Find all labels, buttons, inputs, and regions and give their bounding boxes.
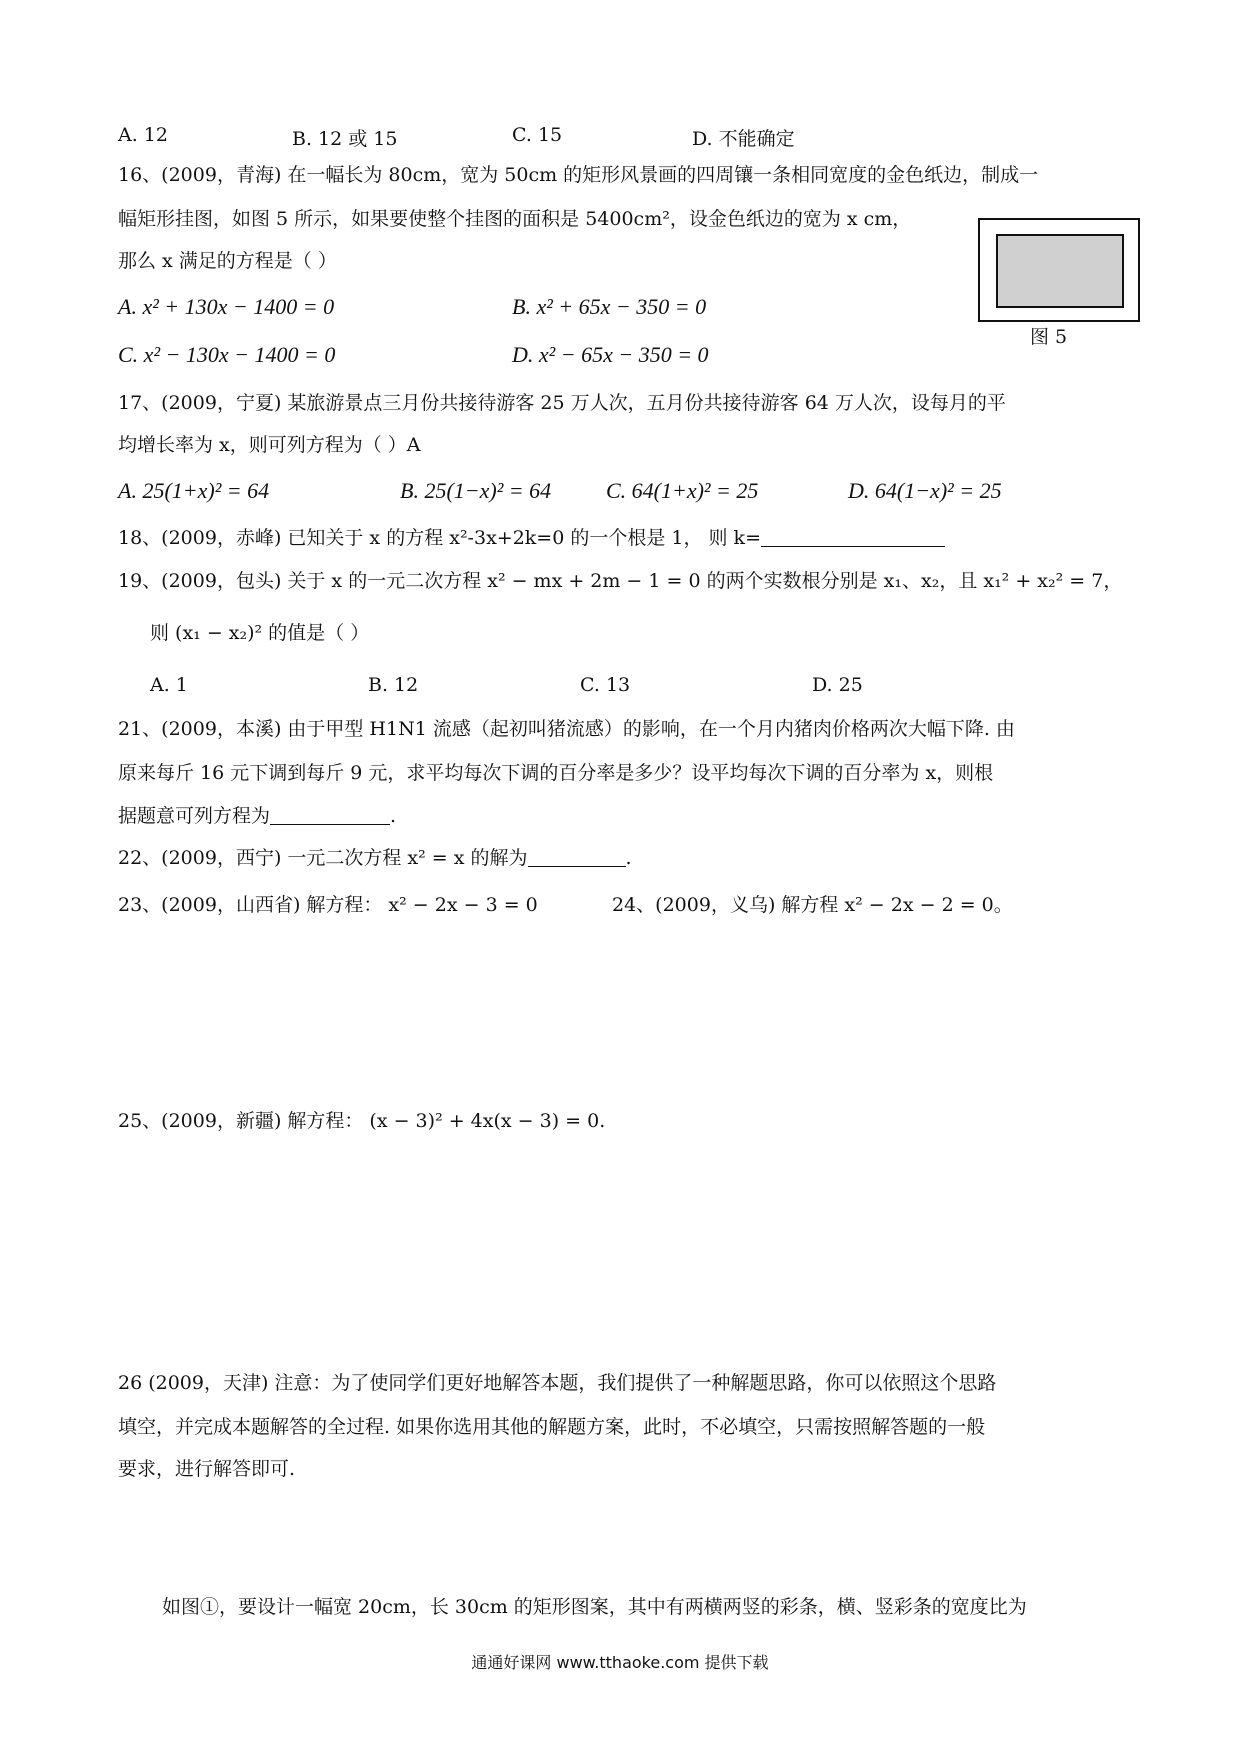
q15-option-a: A. 12 xyxy=(118,124,168,146)
q18-answer-blank xyxy=(761,528,945,547)
figure-5-caption: 图 5 xyxy=(1030,326,1068,348)
q26-line-1: 26 (2009，天津) 注意：为了使同学们更好地解答本题，我们提供了一种解题思路，你可以依照这个思路 xyxy=(118,1372,997,1394)
q23-line: 23、(2009，山西省) 解方程： x² − 2x − 3 = 0 xyxy=(118,894,538,916)
q17-line-1: 17、(2009，宁夏) 某旅游景点三月份共接待游客 25 万人次，五月份共接待游客 64 万人次，设每月的平 xyxy=(118,392,1006,414)
q15-option-c: C. 15 xyxy=(512,124,563,146)
q18-text: 18、(2009，赤峰) 已知关于 x 的方程 x²-3x+2k=0 的一个根是 1， 则 k= xyxy=(118,527,761,549)
q21-period: . xyxy=(390,805,397,827)
q17-option-d: D. 64(1−x)² = 25 xyxy=(848,478,1002,503)
q17-option-a: A. 25(1+x)² = 64 xyxy=(118,478,270,503)
q16-option-d: D. x² − 65x − 350 = 0 xyxy=(512,342,709,367)
q22-answer-blank xyxy=(528,848,626,867)
q26-line-4: 如图①，要设计一幅宽 20cm，长 30cm 的矩形图案，其中有两横两竖的彩条，横、竖彩条的宽度比为 xyxy=(162,1596,1027,1618)
figure-5-painting xyxy=(996,234,1124,308)
q19-line-1: 19、(2009，包头) 关于 x 的一元二次方程 x² − mx + 2m − 1 = 0 的两个实数根分别是 x₁、x₂，且 x₁² + x₂² = 7， xyxy=(118,570,1123,592)
q19-option-d: D. 25 xyxy=(812,674,863,696)
q24-line: 24、(2009，义乌) 解方程 x² − 2x − 2 = 0。 xyxy=(612,894,1013,916)
q21-line-2: 原来每斤 16 元下调到每斤 9 元，求平均每次下调的百分率是多少？设平均每次下调的百分率为 x，则根 xyxy=(118,762,994,784)
q15-option-b: B. 12 或 15 xyxy=(292,128,398,150)
q16-line-3: 那么 x 满足的方程是（ ） xyxy=(118,250,337,272)
q22-period: . xyxy=(625,847,632,869)
q19-line-2: 则 (x₁ − x₂)² 的值是（ ） xyxy=(150,622,370,644)
q22-line xyxy=(118,848,632,868)
q16-option-b: B. x² + 65x − 350 = 0 xyxy=(512,294,707,319)
q16-option-c: C. x² − 130x − 1400 = 0 xyxy=(118,342,336,367)
q26-line-2: 填空，并完成本题解答的全过程. 如果你选用其他的解题方案，此时，不必填空，只需按照解答题的一般 xyxy=(118,1416,986,1438)
q21-answer-blank xyxy=(270,806,390,825)
q17-option-c: C. 64(1+x)² = 25 xyxy=(606,478,759,503)
q16-line-1: 16、(2009，青海) 在一幅长为 80cm，宽为 50cm 的矩形风景画的四周镶一条相同宽度的金色纸边，制成一 xyxy=(118,164,1039,186)
q15-option-d: D. 不能确定 xyxy=(692,128,795,150)
q26-line-3: 要求，进行解答即可. xyxy=(118,1458,296,1480)
q17-line-2: 均增长率为 x，则可列方程为（ ）A xyxy=(118,434,421,456)
q19-option-c: C. 13 xyxy=(580,674,631,696)
q16-option-a: A. x² + 130x − 1400 = 0 xyxy=(118,294,335,319)
page-footer: 通通好课网 www.tthaoke.com 提供下载 xyxy=(471,1653,769,1672)
q17-option-b: B. 25(1−x)² = 64 xyxy=(400,478,552,503)
q25-line: 25、(2009，新疆) 解方程： (x − 3)² + 4x(x − 3) = 0. xyxy=(118,1110,606,1132)
q19-option-b: B. 12 xyxy=(368,674,419,696)
q21-line-1: 21、(2009，本溪) 由于甲型 H1N1 流感（起初叫猪流感）的影响，在一个月内猪肉价格两次大幅下降. 由 xyxy=(118,718,1015,740)
q21-text: 据题意可列方程为 xyxy=(118,805,271,827)
q19-option-a: A. 1 xyxy=(150,674,188,696)
q18-line xyxy=(118,528,945,548)
q22-text: 22、(2009，西宁) 一元二次方程 x² = x 的解为 xyxy=(118,847,528,869)
q21-line-3 xyxy=(118,806,396,826)
q16-line-2: 幅矩形挂图，如图 5 所示，如果要使整个挂图的面积是 5400cm²，设金色纸边的宽为 x cm， xyxy=(118,208,912,230)
figure-5-frame xyxy=(978,218,1140,322)
